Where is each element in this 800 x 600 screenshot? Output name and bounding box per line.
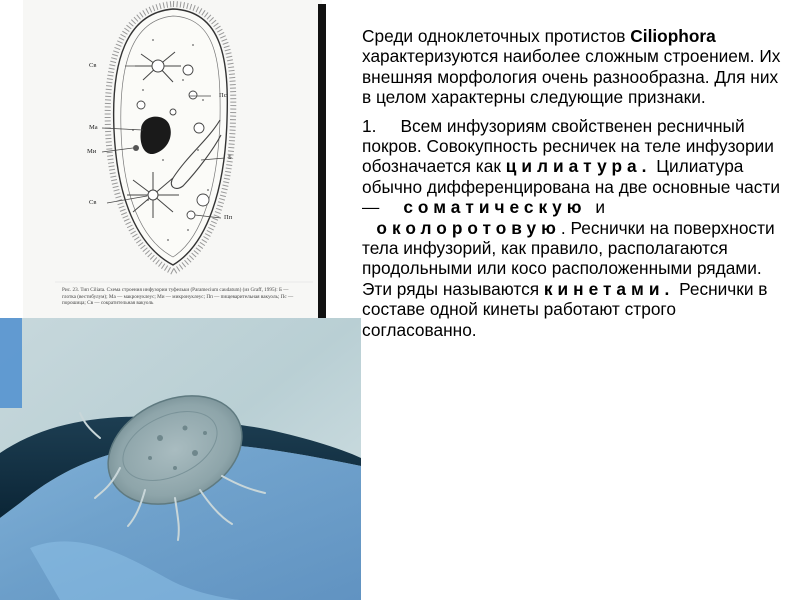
label-ma: Ма [89, 124, 98, 131]
feature-text-c: и [586, 197, 610, 218]
intro-text-end: характеризуются наиболее сложным строением. Их внешняя морфология очень разнообразна. Для них в целом характерны следующие признаки. [362, 46, 781, 108]
feature-paragraph-1 [362, 116, 792, 340]
feature-text-b: Цилиатура обычно дифференцирована на две основные части — [362, 156, 780, 218]
cell-membrane [114, 9, 228, 265]
term-perioral: околоротовую [376, 217, 561, 238]
feature-text-a: Всем инфузориям свойственен ресничный покров. Совокупность ресничек на теле инфузории обозначается как [362, 115, 774, 177]
ciliate-micrograph [0, 318, 361, 600]
intro-paragraph [362, 26, 792, 108]
label-ps: Пс [219, 92, 227, 99]
term-kinety: кинетами. [543, 278, 675, 299]
figure-caption: Рис. 23. Тип Ciliata. Схема строения инфузории туфельки (Paramecium caudatum) (из Graff, 1995): Б — глотка (вестибулум); Ма — макронуклеус; Ми — микронуклеус; Пп — пищеварительная вакуоль; Пс — порошица; Св — сократительная вакуоль [62, 287, 294, 307]
intro-text-start: Среди одноклеточных протистов [362, 26, 631, 46]
label-b: Б [228, 154, 232, 161]
label-sv-top: Св [89, 62, 97, 69]
scan-edge-bar [318, 4, 326, 352]
term-ciliatura: цилиатура. [505, 156, 652, 177]
label-pp: Пп [224, 214, 233, 221]
feature-text-d: . Реснички на поверхности тела инфузорий, как правило, располагаются продольными или косо расположенными рядами. Эти ряды называются [362, 217, 775, 299]
intro-term-ciliophora: Ciliophora [630, 26, 716, 46]
feature-number: 1. [362, 115, 377, 136]
slide-text [362, 26, 792, 340]
term-somatic: соматическую [403, 197, 587, 218]
label-sv-bottom: Св [89, 199, 97, 206]
blue-edge-left [0, 318, 22, 408]
micronucleus [133, 145, 139, 151]
feature-text-e: Реснички в составе одной кинеты работают строго согласованно. [362, 278, 768, 340]
label-mi: Ми [87, 148, 97, 155]
